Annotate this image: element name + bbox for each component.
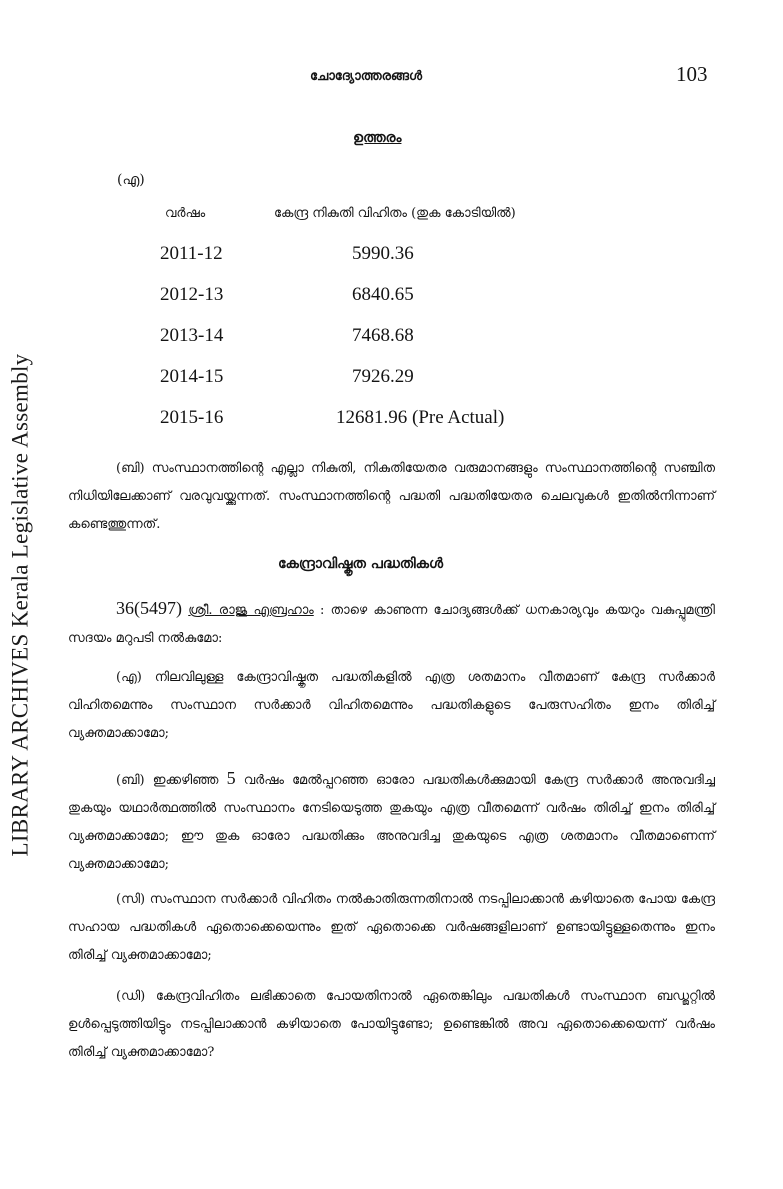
table-cell-amount: 6840.65	[352, 284, 414, 305]
question-part-b-text: വർഷം മേൽപ്പറഞ്ഞ ഓരോ പദ്ധതികൾക്കുമായി കേന്ദ്ര സർക്കാർ അനുവദിച്ച തുകയും യഥാർത്ഥത്തിൽ സംസ്ഥാനം നേടിയെടുത്ത തുകയും എത്ര വീതമെന്ന് വർഷം തിരിച്ച് ഇനം തിരിച്ച് വ്യക്തമാക്കാമോ; ഈ തുക ഓരോ പദ്ധതിക്കും അനുവദിച്ച തുകയുടെ എത്ര ശതമാനം വീതമാണെന്ന് വ്യക്തമാക്കാമോ;	[68, 773, 715, 872]
table-row	[0, 407, 783, 433]
table-row	[0, 284, 783, 310]
answer-part-a-label: (എ)	[117, 172, 145, 188]
page-number: 103	[676, 62, 708, 86]
question-part-b	[68, 764, 715, 879]
watermark-text: LIBRARY ARCHIVES Kerala Legislative Assembly	[7, 353, 33, 857]
question-part-b-number: 5	[226, 768, 236, 788]
section-heading: കേന്ദ്രാവിഷ്കൃത പദ്ധതികൾ	[278, 556, 444, 572]
answer-part-b: (ബി) സംസ്ഥാനത്തിന്റെ എല്ലാ നികുതി, നികുതിയേതര വരുമാനങ്ങളും സംസ്ഥാനത്തിന്റെ സഞ്ചിത നിധിയിലേക്കാണ് വരവുവയ്ക്കുന്നത്. സംസ്ഥാനത്തിന്റെ പദ്ധതി പദ്ധതിയേതര ചെലവുകൾ ഇതിൽനിന്നാണ് കണ്ടെത്തുന്നത്.	[68, 461, 715, 532]
question-intro-text: : താഴെ കാണുന്ന ചോദ്യങ്ങൾക്ക് ധനകാര്യവും കയറും വകുപ്പുമന്ത്രി സദയം മറുപടി നൽകുമോ:	[68, 603, 715, 646]
table-header-year: വർഷം	[165, 206, 206, 221]
table-cell-year: 2013-14	[160, 325, 224, 346]
table-header-amount: കേന്ദ്ര നികുതി വിഹിതം (തുക കോടിയിൽ)	[274, 206, 516, 221]
question-part-d: (ഡി) കേന്ദ്രവിഹിതം ലഭിക്കാതെ പോയതിനാൽ ഏതെങ്കിലും പദ്ധതികൾ സംസ്ഥാന ബഡ്ജറ്റിൽ ഉൾപ്പെടുത്തിയിട്ടും നടപ്പിലാക്കാൻ കഴിയാതെ പോയിട്ടുണ്ടോ; ഉണ്ടെങ്കിൽ അവ ഏതൊക്കെയെന്ന് വർഷം തിരിച്ച് വ്യക്തമാക്കാമോ?	[68, 989, 715, 1060]
table-cell-year: 2015-16	[160, 407, 224, 428]
running-head: ചോദ്യോത്തരങ്ങൾ	[310, 69, 423, 84]
table-row	[0, 366, 783, 392]
question-part-c: (സി) സംസ്ഥാന സർക്കാർ വിഹിതം നൽകാതിരുന്നതിനാൽ നടപ്പിലാക്കാൻ കഴിയാതെ പോയ കേന്ദ്ര സഹായ പദ്ധതികൾ ഏതൊക്കെയെന്നും ഇത് ഏതൊക്കെ വർഷങ്ങളിലാണ് ഉണ്ടായിട്ടുള്ളതെന്നും ഇനം തിരിച്ച് വ്യക്തമാക്കാമോ;	[68, 892, 715, 963]
question-intro	[68, 594, 715, 653]
member-name: ശ്രീ. രാജു എബ്രഹാം	[188, 603, 314, 618]
table-row	[0, 243, 783, 269]
table-cell-amount: 7926.29	[352, 366, 414, 387]
table-cell-year: 2014-15	[160, 366, 224, 387]
table-cell-amount: 12681.96 (Pre Actual)	[336, 407, 505, 428]
table-cell-amount: 5990.36	[352, 243, 414, 264]
question-part-a: (എ) നിലവിലുള്ള കേന്ദ്രാവിഷ്കൃത പദ്ധതികളിൽ എത്ര ശതമാനം വീതമാണ് കേന്ദ്ര സർക്കാർ വിഹിതമെന്നും സംസ്ഥാന സർക്കാർ വിഹിതമെന്നും പദ്ധതികളുടെ പേരുസഹിതം ഇനം തിരിച്ച് വ്യക്തമാക്കാമോ;	[68, 670, 715, 741]
table-cell-year: 2012-13	[160, 284, 224, 305]
table-cell-year: 2011-12	[160, 243, 223, 264]
table-cell-amount: 7468.68	[352, 325, 414, 346]
table-row	[0, 325, 783, 351]
question-part-b-prefix: (ബി) ഇക്കഴിഞ്ഞ	[116, 773, 219, 788]
question-number: 36(5497)	[116, 598, 182, 618]
answer-heading: ഉത്തരം	[353, 130, 402, 146]
